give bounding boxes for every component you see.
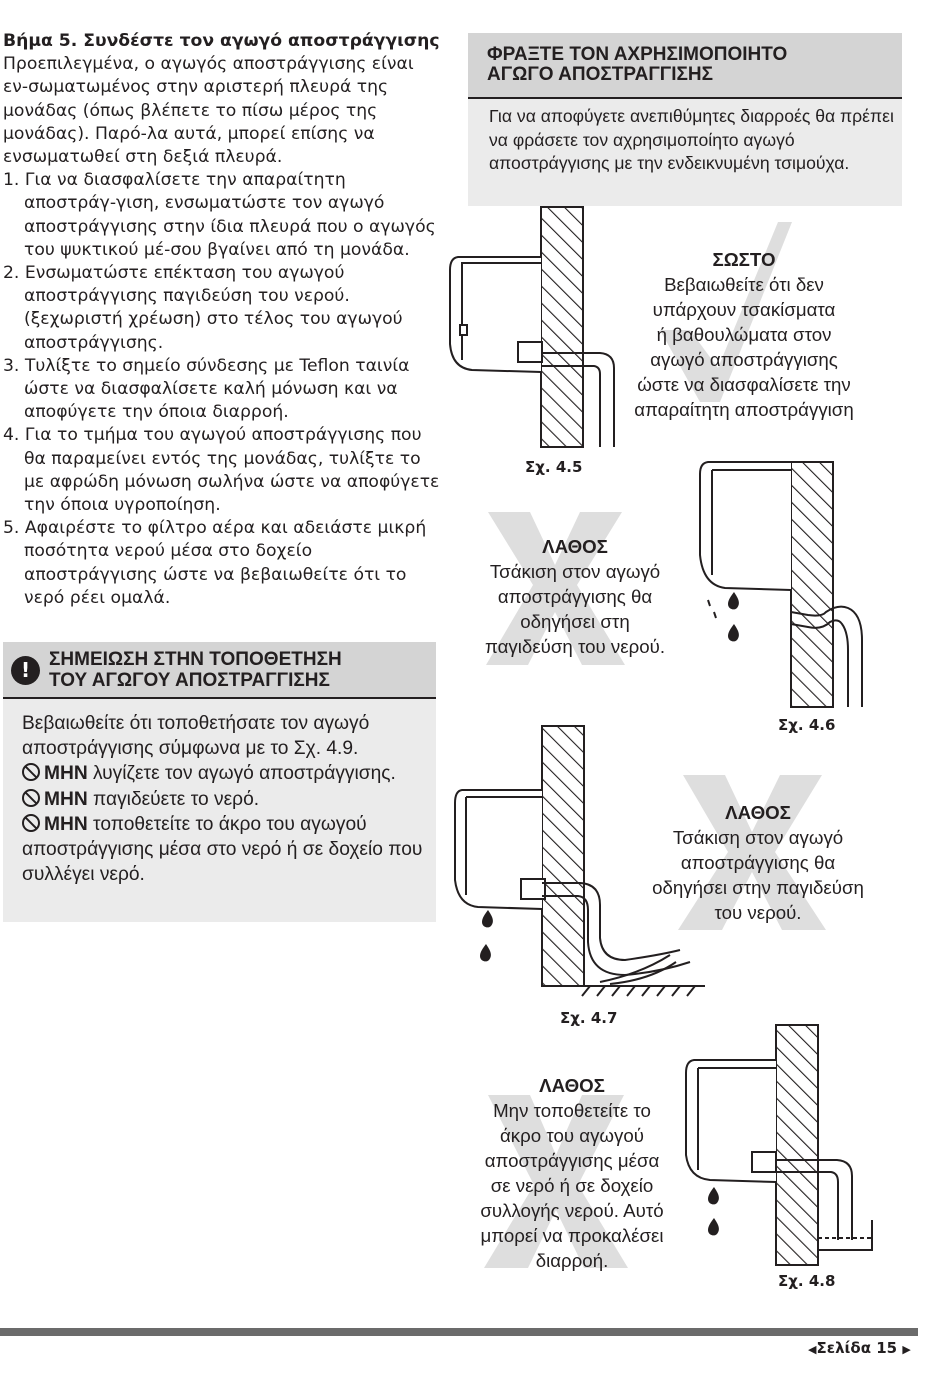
figure-caption: Σχ. 4.6 [778, 716, 836, 734]
triangle-right-icon[interactable]: ▶ [902, 1343, 911, 1356]
water-drop-icon [708, 1218, 719, 1235]
cap-title: ΦΡΑΞΤΕ ΤΟΝ ΑΧΡΗΣΙΜΟΠΟΙΗΤΟ ΑΓΩΓΟ ΑΠΟΣΤΡΑΓΓΙΣΗΣ [487, 44, 788, 85]
step-title: Βήμα 5. Συνδέστε τον αγωγό αποστράγγισης [3, 31, 440, 51]
page-number: ◀Σελίδα 15 ▶ [808, 1339, 911, 1357]
step-item: 4. Για το τμήμα του αγωγού αποστράγγισης που θα παραμείνει εντός της μονάδας, τυλίξτε το με αφρώδη μόνωση σωλήνα ώστε να αποφύγετε την όποια υγροποίηση. [3, 425, 440, 516]
figure-4-5 [450, 207, 614, 447]
exclamation-icon: ! [11, 656, 40, 685]
note-text: Βεβαιωθείτε ότι τοποθετήσατε τον αγωγό αποστράγγισης σύμφωνα με το Σχ. 4.9. [22, 713, 370, 760]
water-drop-icon [728, 624, 739, 641]
note-rule: ΜΗΝ παγιδεύετε το νερό. [22, 787, 436, 812]
step-item: 5. Αφαιρέστε το φίλτρο αέρα και αδειάστε μικρή ποσότητα νερού μέσα στο δοχείο αποστράγγισης ώστε να βεβαιωθείτε ότι το νερό ρέει ομαλά. [3, 518, 427, 608]
triangle-left-icon[interactable]: ◀ [808, 1343, 817, 1356]
step-intro: Προεπιλεγμένα, ο αγωγός αποστράγγισης είναι εν-σωματωμένος στην αριστερή πλευρά της μονάδας (όπως βλέπετε το πίσω μέρος της μονάδας). Παρό-λα αυτά, μπορεί επίσης να ενσωματωθεί στη δεξιά πλευρά. [3, 54, 414, 168]
wrong-note: ΛΑΘΟΣ Τσάκιση στον αγωγό αποστράγγισης θα οδηγήσει στη παγιδεύση του νερού. [484, 536, 666, 657]
correct-note: ΣΩΣΤΟ Βεβαιωθείτε ότι δεν υπάρχουν τσακίσματα ή βαθουλώματα στον αγωγό αποστράγγισης ώστε να διασφαλίσετε την απαραίτητη αποστράγγιση [634, 249, 854, 420]
wrong-note: ΛΑΘΟΣ Μην τοποθετείτε το άκρο του αγωγού αποστράγγισης μέσα σε νερό ή σε δοχείο συλλογής νερού. Αυτό μπορεί να προκαλέσει διαρροή. [480, 1075, 664, 1271]
note-title: ΣΗΜΕΙΩΣΗ ΣΤΗΝ ΤΟΠΟΘΕΤΗΣΗ ΤΟΥ ΑΓΩΓΟΥ ΑΠΟΣΤΡΑΓΓΙΣΗΣ [49, 649, 342, 691]
figure-caption: Σχ. 4.7 [560, 1009, 618, 1027]
step-item: 2. Ενσωματώστε επέκταση του αγωγού αποστράγγισης παγιδεύση του νερού. (ξεχωριστή χρέωση) στο τέλος του αγωγού αποστράγγισης. [3, 263, 403, 353]
water-drop-icon [728, 592, 739, 609]
step-item: 1. Για να διασφαλίσετε την απαραίτητη αποστράγ-γιση, ενσωματώστε τον αγωγό αποστράγγισης στην ίδια πλευρά που ο αγωγός του ψυκτικού μέ-σου βγαίνει από τη μονάδα. [3, 170, 436, 260]
step-item: 3. Τυλίξτε το σημείο σύνδεσης με Teflon ταινία ώστε να διασφαλίσετε καλή μόνωση και να αποφύγετε την όποια διαρροή. [3, 355, 410, 423]
note-rule: ΜΗΝ λυγίζετε τον αγωγό αποστράγγισης. [22, 761, 436, 786]
water-drop-icon [482, 910, 493, 927]
figure-caption: Σχ. 4.8 [778, 1272, 836, 1290]
figure-caption: Σχ. 4.5 [525, 458, 583, 476]
water-drop-icon [708, 1187, 719, 1204]
footer-bar [0, 1328, 918, 1336]
water-drop-icon [480, 944, 491, 961]
figure-4-6 [700, 462, 862, 707]
wrong-note: ΛΑΘΟΣ Τσάκιση στον αγωγό αποστράγγισης θα οδηγήσει στην παγιδεύση του νερού. [652, 802, 864, 923]
cap-body: Για να αποφύγετε ανεπιθύμητες διαρροές θα πρέπει να φράσετε τον αχρησιμοποίητο αγωγό αποστράγγισης με την ενδεικνυμένη τσιμούχα. [468, 99, 902, 206]
note-rule: ΜΗΝ τοποθετείτε το άκρο του αγωγού αποστράγγισης μέσα στο νερό ή σε δοχείο που συλλέγει νερό. [22, 813, 423, 886]
